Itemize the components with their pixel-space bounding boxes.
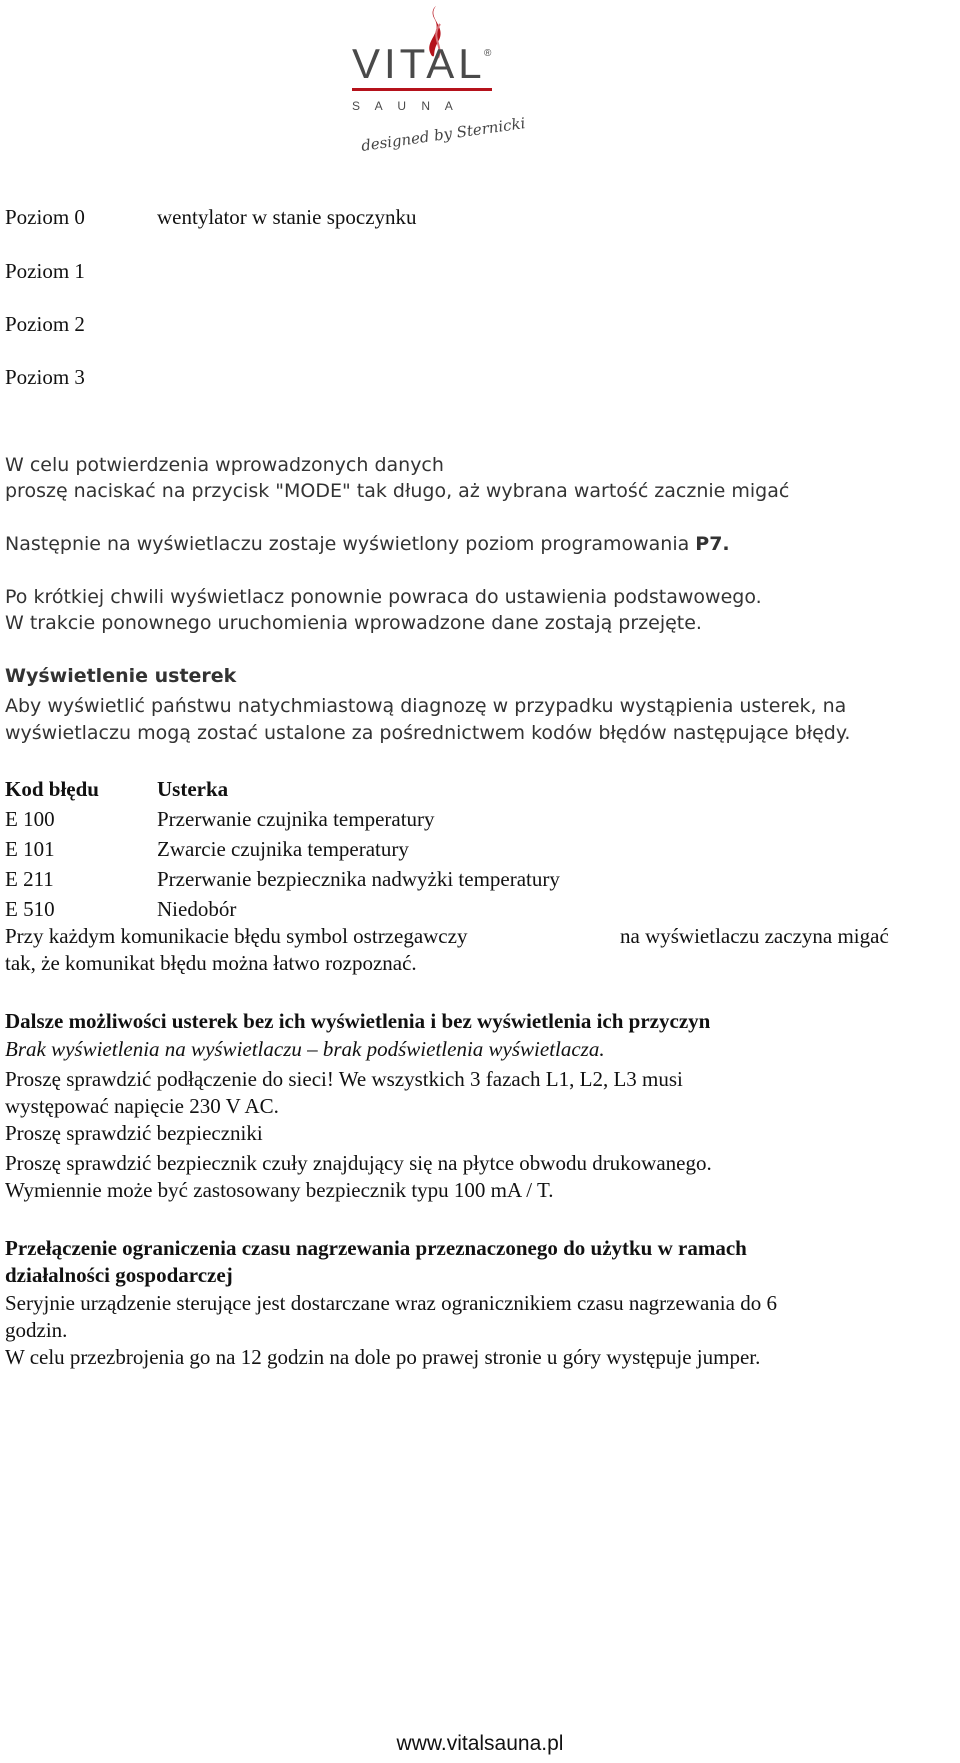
level-label: Poziom 2 <box>5 312 85 336</box>
error-table-header-fault: Usterka <box>157 777 229 801</box>
errors-line-1: Aby wyświetlić państwu natychmiastową diagnozę w przypadku wystąpienia usterek, na <box>5 695 847 717</box>
logo-brand: VITAL <box>352 40 486 87</box>
confirm-line-2: proszę naciskać na przycisk "MODE" tak długo, aż wybrana wartość zacznie migać <box>5 480 790 502</box>
warning-note-part2: na wyświetlaczu zaczyna migać <box>620 924 889 948</box>
error-fault: Przerwanie bezpiecznika nadwyżki temperatury <box>157 867 560 891</box>
switch-heading-2: działalności gospodarczej <box>5 1263 233 1287</box>
level-label: Poziom 1 <box>5 259 85 283</box>
logo-signature: designed by Sternicki <box>360 114 527 155</box>
switch-line: W celu przezbrojenia go na 12 godzin na dole po prawej stronie u góry występuje jumper. <box>5 1345 761 1369</box>
level-row-0 <box>5 204 85 230</box>
further-line: Proszę sprawdzić bezpieczniki <box>5 1121 263 1145</box>
error-fault: Przerwanie czujnika temperatury <box>157 807 435 831</box>
errors-line-2: wyświetlaczu mogą zostać ustalone za pośrednictwem kodów błędów następujące błędy. <box>5 722 851 744</box>
error-table-header-code: Kod błędu <box>5 777 99 801</box>
error-code: E 100 <box>5 807 55 831</box>
return-line-2: W trakcie ponownego uruchomienia wprowadzone dane zostają przejęte. <box>5 612 702 634</box>
next-step <box>5 531 730 557</box>
level-label: Poziom 0 <box>5 205 85 229</box>
level-label: Poziom 3 <box>5 365 85 389</box>
level-desc: wentylator w stanie spoczynku <box>157 205 417 229</box>
further-line: Wymiennie może być zastosowany bezpiecznik typu 100 mA / T. <box>5 1178 554 1202</box>
error-code: E 101 <box>5 837 55 861</box>
vital-sauna-logo <box>352 6 592 176</box>
error-code: E 211 <box>5 867 54 891</box>
return-line-1: Po krótkiej chwili wyświetlacz ponownie powraca do ustawienia podstawowego. <box>5 586 762 608</box>
warning-note-line2: tak, że komunikat błędu można łatwo rozpoznać. <box>5 951 417 975</box>
next-step-bold: P7. <box>695 533 730 555</box>
further-heading: Dalsze możliwości usterek bez ich wyświetlenia i bez wyświetlenia ich przyczyn <box>5 1009 711 1033</box>
switch-line: Seryjnie urządzenie sterujące jest dostarczane wraz ogranicznikiem czasu nagrzewania do 6 <box>5 1291 777 1315</box>
further-line: występować napięcie 230 V AC. <box>5 1094 279 1118</box>
further-line: Proszę sprawdzić podłączenie do sieci! We wszystkich 3 fazach L1, L2, L3 musi <box>5 1067 683 1091</box>
error-fault: Niedobór <box>157 897 237 921</box>
footer-url[interactable]: www.vitalsauna.pl <box>396 1732 564 1755</box>
confirm-line-1: W celu potwierdzenia wprowadzonych danych <box>5 454 444 476</box>
error-fault: Zwarcie czujnika temperatury <box>157 837 409 861</box>
next-step-text: Następnie na wyświetlaczu zostaje wyświetlony poziom programowania <box>5 533 696 555</box>
error-code: E 510 <box>5 897 55 921</box>
switch-heading-1: Przełączenie ograniczenia czasu nagrzewania przeznaczonego do użytku w ramach <box>5 1236 747 1260</box>
further-italic: Brak wyświetlenia na wyświetlaczu – brak podświetlenia wyświetlacza. <box>5 1037 605 1061</box>
switch-line: godzin. <box>5 1318 68 1342</box>
errors-heading: Wyświetlenie usterek <box>5 665 237 687</box>
logo-sub: S A U N A <box>352 99 459 113</box>
logo-stripe <box>352 88 492 91</box>
warning-note-part1: Przy każdym komunikacie błędu symbol ostrzegawczy <box>5 924 468 948</box>
logo-graphic <box>352 6 592 176</box>
further-line: Proszę sprawdzić bezpiecznik czuły znajdujący się na płytce obwodu drukowanego. <box>5 1151 712 1175</box>
logo-registered: ® <box>484 48 492 59</box>
